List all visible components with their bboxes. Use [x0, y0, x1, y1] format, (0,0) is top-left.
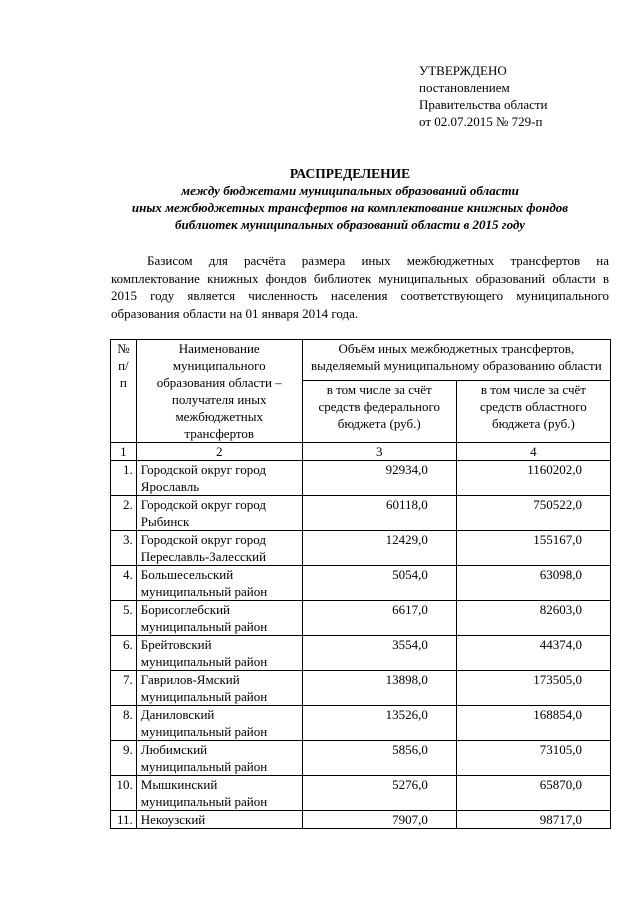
table-row: [111, 601, 611, 636]
approval-stamp: [419, 62, 548, 130]
distribution-table: [110, 339, 611, 829]
title-line: библиотек муниципальных образований области в 2015 году: [175, 217, 525, 232]
table-row: [111, 741, 611, 776]
row-number: 7.: [111, 671, 137, 706]
row-regional: 98717,0: [456, 811, 610, 829]
row-number: 2.: [111, 496, 137, 531]
header-name: Наименование муниципального образования области – получателя иных межбюджетных трансфертов: [136, 340, 302, 443]
row-federal: 60118,0: [302, 496, 456, 531]
row-number: 11.: [111, 811, 137, 829]
row-name: Городской округ город Рыбинск: [136, 496, 302, 531]
row-regional: 750522,0: [456, 496, 610, 531]
row-regional: 73105,0: [456, 741, 610, 776]
column-number: 4: [456, 443, 610, 461]
column-number: 2: [136, 443, 302, 461]
row-name: Мышкинский муниципальный район: [136, 776, 302, 811]
row-federal: 13526,0: [302, 706, 456, 741]
table-row: [111, 776, 611, 811]
header-regional: в том числе за счёт средств областного бюджета (руб.): [456, 381, 610, 443]
row-number: 8.: [111, 706, 137, 741]
row-regional: 155167,0: [456, 531, 610, 566]
title-line: между бюджетами муниципальных образований области: [181, 183, 519, 198]
table-row: [111, 706, 611, 741]
table-row: [111, 636, 611, 671]
approval-line: Правительства области: [419, 97, 548, 112]
row-number: 9.: [111, 741, 137, 776]
row-name: Городской округ город Ярославль: [136, 461, 302, 496]
row-name: Городской округ город Переславль-Залесский: [136, 531, 302, 566]
column-number: 1: [111, 443, 137, 461]
approval-line: от 02.07.2015 № 729-п: [419, 114, 543, 129]
row-regional: 1160202,0: [456, 461, 610, 496]
header-num: № п/п: [111, 340, 137, 443]
table-row: [111, 461, 611, 496]
row-federal: 7907,0: [302, 811, 456, 829]
row-number: 3.: [111, 531, 137, 566]
table-row: [111, 671, 611, 706]
header-federal: в том числе за счёт средств федерального бюджета (руб.): [302, 381, 456, 443]
row-number: 6.: [111, 636, 137, 671]
row-name: Большесельский муниципальный район: [136, 566, 302, 601]
table-body: [111, 461, 611, 829]
row-number: 4.: [111, 566, 137, 601]
title-line: иных межбюджетных трансфертов на комплектование книжных фондов: [131, 200, 569, 215]
table-row: [111, 496, 611, 531]
table-row: [111, 531, 611, 566]
title-main: РАСПРЕДЕЛЕНИЕ: [289, 166, 411, 181]
approval-line: УТВЕРЖДЕНО: [419, 63, 507, 78]
row-number: 5.: [111, 601, 137, 636]
row-name: Даниловский муниципальный район: [136, 706, 302, 741]
row-federal: 6617,0: [302, 601, 456, 636]
approval-line: постановлением: [419, 80, 510, 95]
row-regional: 44374,0: [456, 636, 610, 671]
row-name: Некоузский: [136, 811, 302, 829]
column-number: 3: [302, 443, 456, 461]
row-name: Брейтовский муниципальный район: [136, 636, 302, 671]
row-regional: 63098,0: [456, 566, 610, 601]
row-federal: 12429,0: [302, 531, 456, 566]
row-regional: 173505,0: [456, 671, 610, 706]
row-federal: 5856,0: [302, 741, 456, 776]
row-number: 1.: [111, 461, 137, 496]
row-name: Борисоглебский муниципальный район: [136, 601, 302, 636]
row-federal: 5276,0: [302, 776, 456, 811]
row-regional: 168854,0: [456, 706, 610, 741]
row-name: Любимский муниципальный район: [136, 741, 302, 776]
table-row: [111, 566, 611, 601]
table-row: [111, 811, 611, 829]
document-title: [100, 165, 600, 233]
row-federal: 92934,0: [302, 461, 456, 496]
row-federal: 5054,0: [302, 566, 456, 601]
row-number: 10.: [111, 776, 137, 811]
row-name: Гаврилов-Ямский муниципальный район: [136, 671, 302, 706]
row-federal: 3554,0: [302, 636, 456, 671]
row-regional: 65870,0: [456, 776, 610, 811]
row-regional: 82603,0: [456, 601, 610, 636]
row-federal: 13898,0: [302, 671, 456, 706]
header-volume: Объём иных межбюджетных трансфертов, выделяемый муниципальному образованию области: [302, 340, 610, 381]
intro-paragraph: Базисом для расчёта размера иных межбюджетных трансфертов на комплектование книжных фондов библиотек муниципальных образований области в 2015 году является численность населения соответствующего муниципального образования области на 01 января 2014 года.: [111, 253, 609, 321]
